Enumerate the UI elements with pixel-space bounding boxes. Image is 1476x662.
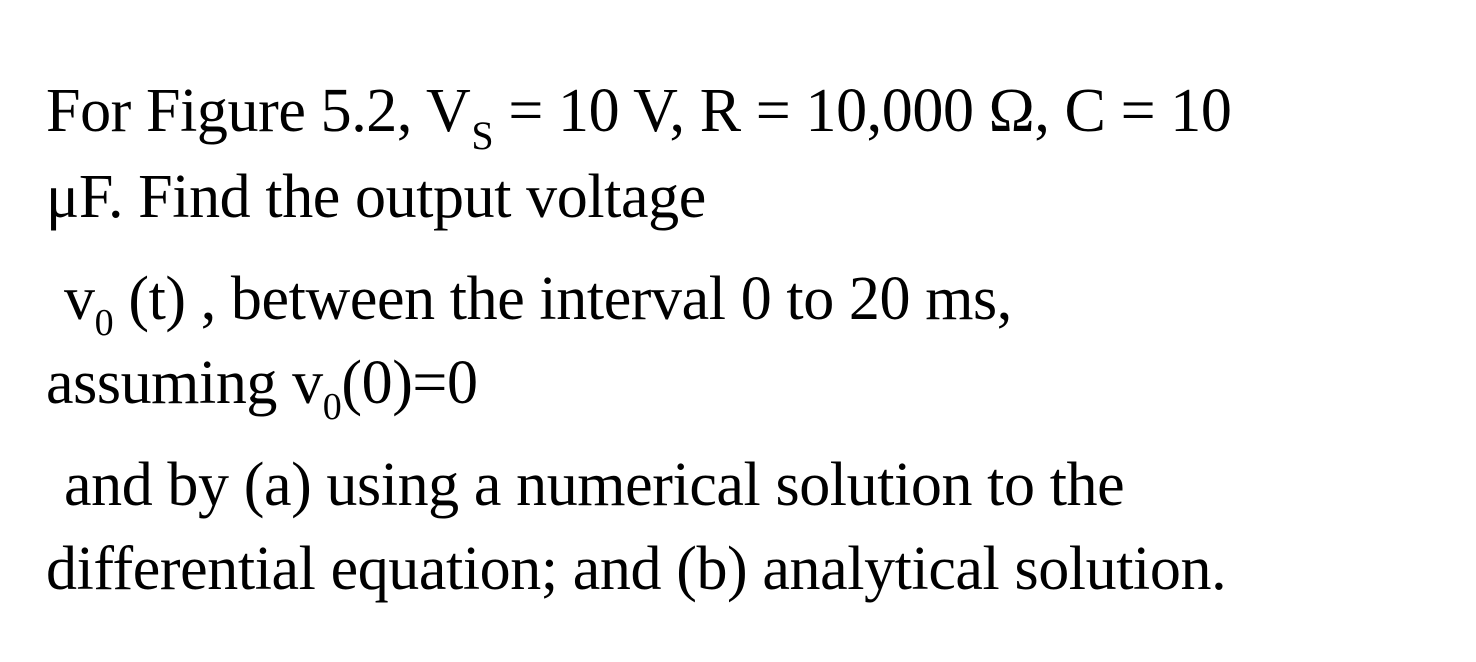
- line-1-text-end: = 10 V, R = 10,000 Ω, C = 10: [493, 77, 1232, 145]
- problem-line-3: [64, 265, 1012, 344]
- line-1-text-start: For Figure 5.2, V: [46, 77, 471, 145]
- line-3-text-end: (t) , between the interval 0 to 20 ms,: [113, 265, 1012, 333]
- line-4-text-end: (0)=0: [341, 349, 478, 417]
- problem-line-1: [46, 77, 1232, 158]
- problem-line-6: differential equation; and (b) analytical solution.: [46, 535, 1227, 603]
- v0-subscript: 0: [94, 302, 114, 344]
- vs-subscript: S: [471, 113, 494, 158]
- problem-line-4: [46, 349, 478, 428]
- problem-line-2: μF. Find the output voltage: [46, 163, 706, 231]
- v0-initial-subscript: 0: [322, 386, 342, 428]
- problem-line-5: and by (a) using a numerical solution to the: [64, 451, 1125, 519]
- line-3-text-start: v: [64, 265, 95, 333]
- line-4-text-start: assuming v: [46, 349, 323, 417]
